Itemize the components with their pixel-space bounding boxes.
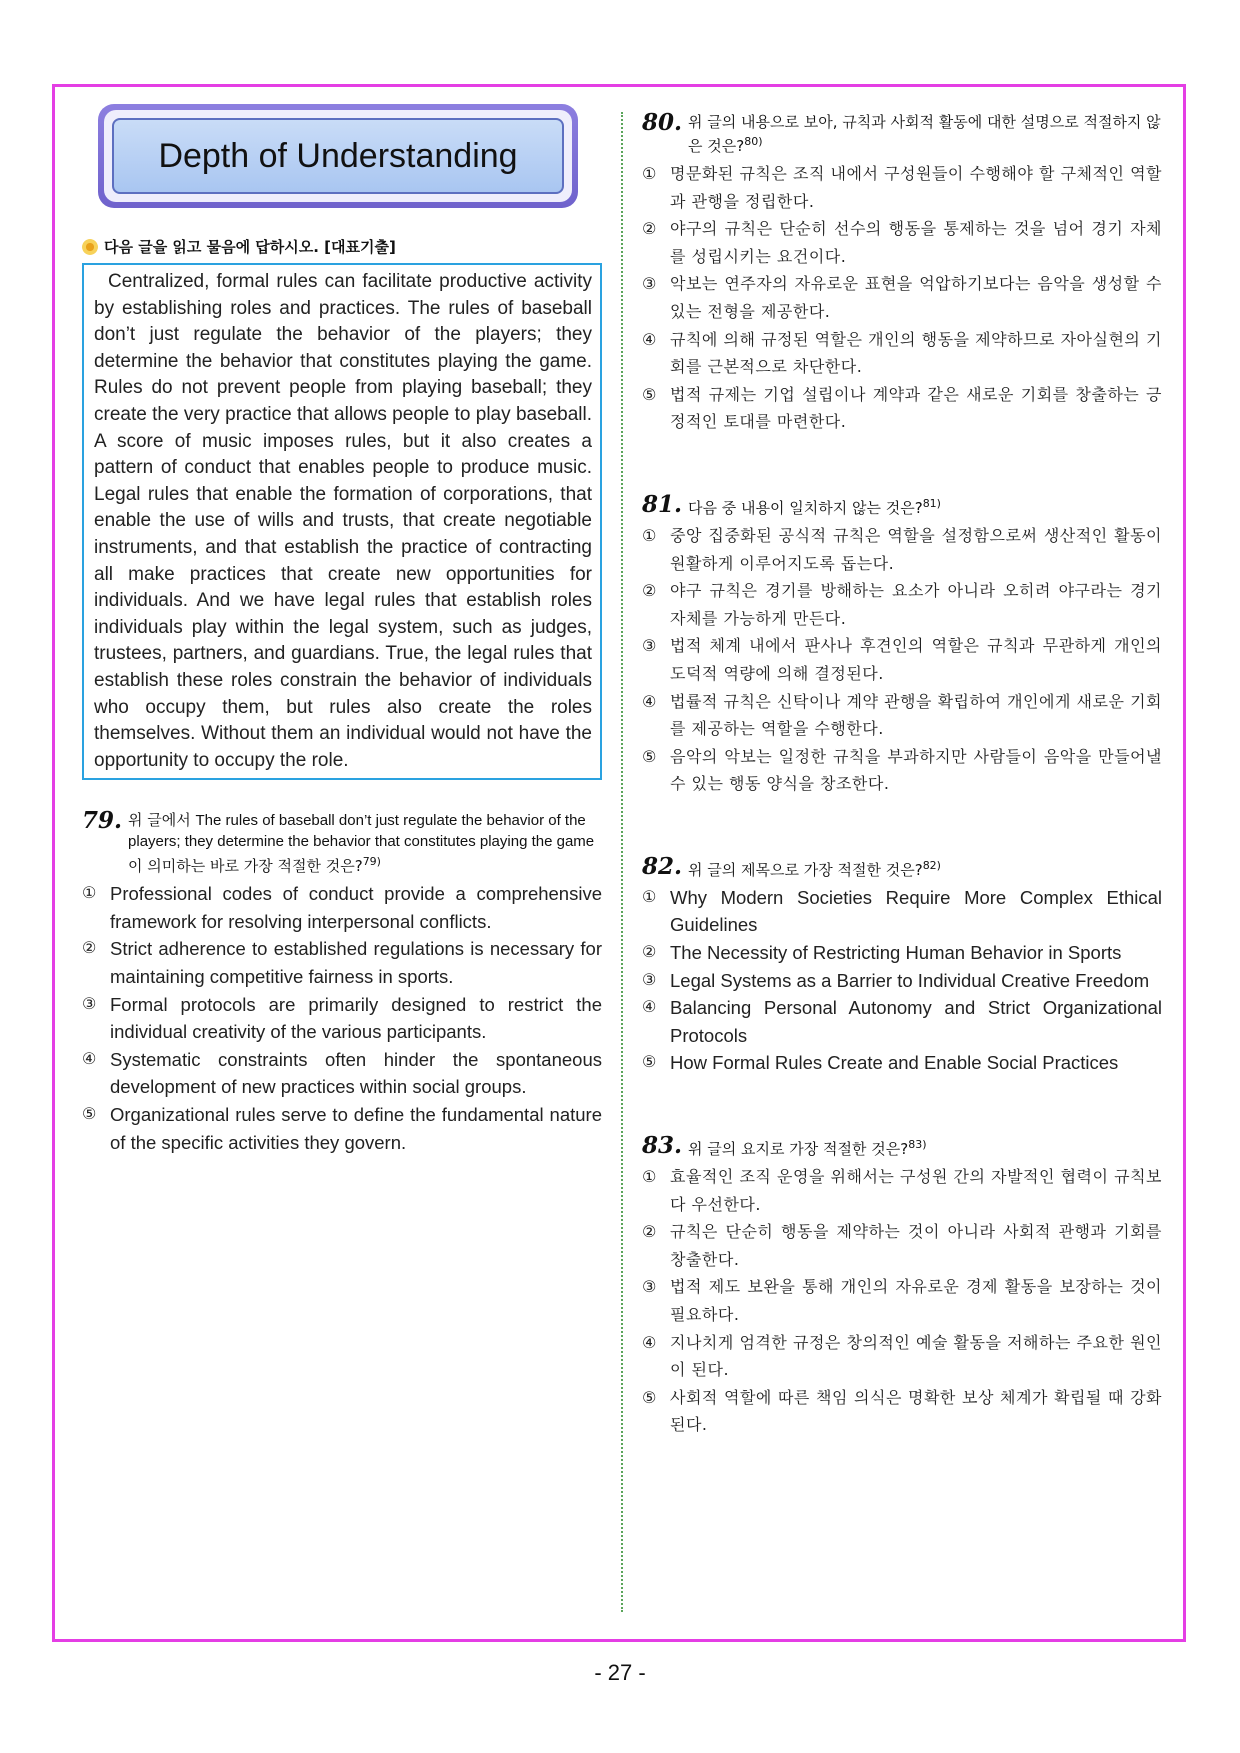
right-column bbox=[642, 109, 1162, 1439]
option-marker: ④ bbox=[642, 999, 657, 1017]
answer-option[interactable] bbox=[642, 632, 1162, 687]
question-82 bbox=[642, 852, 1162, 1077]
answer-option[interactable] bbox=[642, 1273, 1162, 1328]
footnote-ref: 79) bbox=[362, 855, 381, 869]
answer-option[interactable] bbox=[642, 522, 1162, 577]
question-83 bbox=[642, 1132, 1162, 1439]
answer-option[interactable] bbox=[642, 215, 1162, 270]
option-marker: ② bbox=[642, 1222, 657, 1242]
option-marker: ③ bbox=[642, 636, 657, 656]
passage-text: Centralized, formal rules can facilitate productive activity by establishing roles and practices. The rules of baseball don’t just regulate the behavior of the players; they determine the behavior that constitutes playing the game. Rules do not prevent people from playing baseball; they create the very practice that allows people to play baseball. A score of music imposes rules, but it also creates a pattern of conduct that enables people to produce music. Legal rules that enable the formation of corporations, that enable the use of wills and trusts, that create negotiable instruments, and that establish the practice of contracting all make practices that create new opportunities for individuals. And we have legal rules that establish roles individuals play within the legal system, such as judges, trustees, partners, and guardians. True, the legal rules that establish these roles constrain the behavior of individuals who occupy them, but rules also create the roles themselves. Without them an individual would not have the opportunity to occupy the role. bbox=[94, 271, 592, 771]
section-title: Depth of Understanding bbox=[112, 118, 564, 194]
section-badge bbox=[98, 104, 578, 208]
footnote-ref: 83) bbox=[908, 1138, 927, 1152]
answer-option[interactable] bbox=[642, 326, 1162, 381]
option-text: Systematic constraints often hinder the spontaneous development of new practices within social groups. bbox=[110, 1048, 602, 1098]
page-number: - 27 - bbox=[594, 1660, 646, 1685]
stem-suffix: 이 의미하는 바로 가장 적절한 것은? bbox=[128, 857, 363, 876]
option-marker: ① bbox=[642, 1167, 657, 1187]
answer-option[interactable] bbox=[82, 1101, 602, 1156]
answer-option[interactable] bbox=[642, 884, 1162, 939]
option-marker: ⑤ bbox=[642, 746, 657, 766]
question-number: 80. bbox=[642, 109, 683, 136]
question-79-stem bbox=[82, 807, 602, 876]
option-text: 효율적인 조직 운영을 위해서는 구성원 간의 자발적인 협력이 규칙보다 우선한다. bbox=[670, 1167, 1162, 1214]
question-80-stem bbox=[642, 109, 1162, 156]
answer-option[interactable] bbox=[642, 994, 1162, 1049]
answer-option[interactable] bbox=[82, 1046, 602, 1101]
option-text: 법률적 규칙은 신탁이나 계약 관행을 확립하여 개인에게 새로운 기회를 제공하는 역할을 수행한다. bbox=[670, 691, 1162, 739]
stem-text: 다음 중 내용이 일치하지 않는 것은? bbox=[688, 498, 923, 517]
option-text: Balancing Personal Autonomy and Strict Organizational Protocols bbox=[670, 997, 1162, 1046]
stem-prefix: 위 글에서 bbox=[128, 811, 196, 830]
question-81-stem bbox=[642, 490, 1162, 518]
question-83-stem bbox=[642, 1132, 1162, 1160]
option-marker: ⑤ bbox=[642, 384, 657, 404]
stem-text: 위 글의 요지로 가장 적절한 것은? bbox=[688, 1140, 909, 1159]
option-marker: ④ bbox=[82, 1050, 97, 1068]
question-number: 82. bbox=[642, 852, 683, 880]
footnote-ref: 82) bbox=[922, 858, 941, 872]
option-marker: ⑤ bbox=[642, 1054, 657, 1072]
answer-option[interactable] bbox=[642, 577, 1162, 632]
option-text: 중앙 집중화된 공식적 규칙은 역할을 설정함으로써 생산적인 활동이 원활하게 이루어지도록 돕는다. bbox=[670, 525, 1162, 573]
answer-option[interactable] bbox=[642, 939, 1162, 967]
answer-option[interactable] bbox=[82, 991, 602, 1046]
option-marker: ④ bbox=[642, 329, 657, 349]
reading-passage bbox=[82, 263, 602, 780]
option-text: 야구 규칙은 경기를 방해하는 요소가 아니라 오히려 야구라는 경기 자체를 가능하게 만든다. bbox=[670, 581, 1162, 628]
options bbox=[642, 522, 1162, 798]
option-text: Professional codes of conduct provide a comprehensive framework for resolving interpersonal conflicts. bbox=[110, 883, 602, 932]
option-text: 규칙은 단순히 행동을 제약하는 것이 아니라 사회적 관행과 기회를 창출한다. bbox=[670, 1222, 1162, 1269]
instruction bbox=[82, 236, 602, 257]
option-text: 법적 규제는 기업 설립이나 계약과 같은 새로운 기회를 창출하는 긍정적인 토대를 마련한다. bbox=[670, 384, 1162, 432]
footnote-ref: 80) bbox=[744, 135, 763, 148]
option-marker: ① bbox=[82, 885, 97, 903]
answer-option[interactable] bbox=[642, 160, 1162, 215]
options bbox=[642, 1163, 1162, 1439]
option-text: Strict adherence to established regulations is necessary for maintaining competitive fairness in sports. bbox=[110, 938, 602, 988]
option-text: 지나치게 엄격한 규정은 창의적인 예술 활동을 저해하는 주요한 원인이 된다. bbox=[670, 1332, 1162, 1380]
stem-quote: The rules of baseball don’t just regulate the behavior of the players; they determine the behavior that constitutes playing the game bbox=[128, 812, 595, 851]
option-text: How Formal Rules Create and Enable Social Practices bbox=[670, 1052, 1119, 1074]
options bbox=[642, 160, 1162, 436]
question-82-stem bbox=[642, 852, 1162, 880]
option-marker: ② bbox=[642, 944, 657, 962]
answer-option[interactable] bbox=[642, 1384, 1162, 1439]
option-marker: ⑤ bbox=[82, 1106, 97, 1124]
option-marker: ② bbox=[642, 581, 657, 601]
answer-option[interactable] bbox=[642, 743, 1162, 798]
option-marker: ⑤ bbox=[642, 1387, 657, 1407]
question-79 bbox=[82, 807, 602, 1156]
option-text: 법적 체계 내에서 판사나 후견인의 역할은 규칙과 무관하게 개인의 도덕적 역량에 의해 결정된다. bbox=[670, 636, 1162, 683]
option-text: Organizational rules serve to define the fundamental nature of the specific activities they govern. bbox=[110, 1104, 602, 1153]
column-divider bbox=[621, 112, 623, 1612]
option-marker: ③ bbox=[642, 1277, 657, 1297]
option-text: Formal protocols are primarily designed to restrict the individual creativity of the various participants. bbox=[110, 993, 602, 1043]
option-text: 명문화된 규칙은 조직 내에서 구성원들이 수행해야 할 구체적인 역할과 관행을 정립한다. bbox=[670, 164, 1162, 211]
option-text: 음악의 악보는 일정한 규칙을 부과하지만 사람들이 음악을 만들어낼 수 있는 행동 양식을 창조한다. bbox=[670, 746, 1162, 794]
option-marker: ① bbox=[642, 888, 657, 906]
flower-icon bbox=[82, 239, 98, 255]
option-text: 야구의 규칙은 단순히 선수의 행동을 통제하는 것을 넘어 경기 자체를 성립시키는 요건이다. bbox=[670, 219, 1162, 266]
question-number: 79. bbox=[82, 807, 123, 835]
option-marker: ③ bbox=[82, 995, 97, 1013]
answer-option[interactable] bbox=[642, 967, 1162, 995]
stem-text: 위 글의 제목으로 가장 적절한 것은? bbox=[688, 860, 923, 879]
answer-option[interactable] bbox=[82, 935, 602, 990]
option-text: The Necessity of Restricting Human Behavior in Sports bbox=[670, 942, 1122, 964]
option-text: 법적 제도 보완을 통해 개인의 자유로운 경제 활동을 보장하는 것이 필요하다. bbox=[670, 1277, 1162, 1324]
stem-text: 위 글의 내용으로 보아, 규칙과 사회적 활동에 대한 설명으로 적절하지 않은 것은? bbox=[688, 113, 1161, 155]
option-marker: ② bbox=[642, 219, 657, 239]
option-marker: ③ bbox=[642, 274, 657, 294]
option-marker: ④ bbox=[642, 1332, 657, 1352]
option-marker: ① bbox=[642, 164, 657, 183]
options bbox=[642, 884, 1162, 1077]
options bbox=[82, 880, 602, 1156]
option-marker: ② bbox=[82, 940, 97, 958]
option-text: 악보는 연주자의 자유로운 표현을 억압하기보다는 음악을 생성할 수 있는 전형을 제공한다. bbox=[670, 274, 1162, 321]
left-column bbox=[82, 104, 602, 1156]
answer-option[interactable] bbox=[642, 1329, 1162, 1384]
instruction-text: 다음 글을 읽고 물음에 답하시오. [대표기출] bbox=[104, 238, 396, 256]
option-text: Why Modern Societies Require More Complex Ethical Guidelines bbox=[670, 886, 1162, 936]
option-text: 규칙에 의해 규정된 역할은 개인의 행동을 제약하므로 자아실현의 기회를 근본적으로 차단한다. bbox=[670, 329, 1162, 377]
answer-option[interactable] bbox=[642, 1218, 1162, 1273]
answer-option[interactable] bbox=[642, 381, 1162, 436]
answer-option[interactable] bbox=[82, 880, 602, 935]
option-text: Legal Systems as a Barrier to Individual Creative Freedom bbox=[670, 969, 1150, 991]
question-80 bbox=[642, 109, 1162, 436]
question-number: 81. bbox=[642, 490, 683, 518]
footnote-ref: 81) bbox=[922, 496, 941, 510]
answer-option[interactable] bbox=[642, 688, 1162, 743]
question-number: 83. bbox=[642, 1132, 683, 1160]
option-marker: ① bbox=[642, 525, 657, 545]
answer-option[interactable] bbox=[642, 270, 1162, 325]
answer-option[interactable] bbox=[642, 1163, 1162, 1218]
option-marker: ③ bbox=[642, 971, 657, 989]
option-marker: ④ bbox=[642, 691, 657, 711]
answer-option[interactable] bbox=[642, 1049, 1162, 1077]
question-81 bbox=[642, 490, 1162, 798]
option-text: 사회적 역할에 따른 책임 의식은 명확한 보상 체계가 확립될 때 강화된다. bbox=[670, 1387, 1162, 1435]
